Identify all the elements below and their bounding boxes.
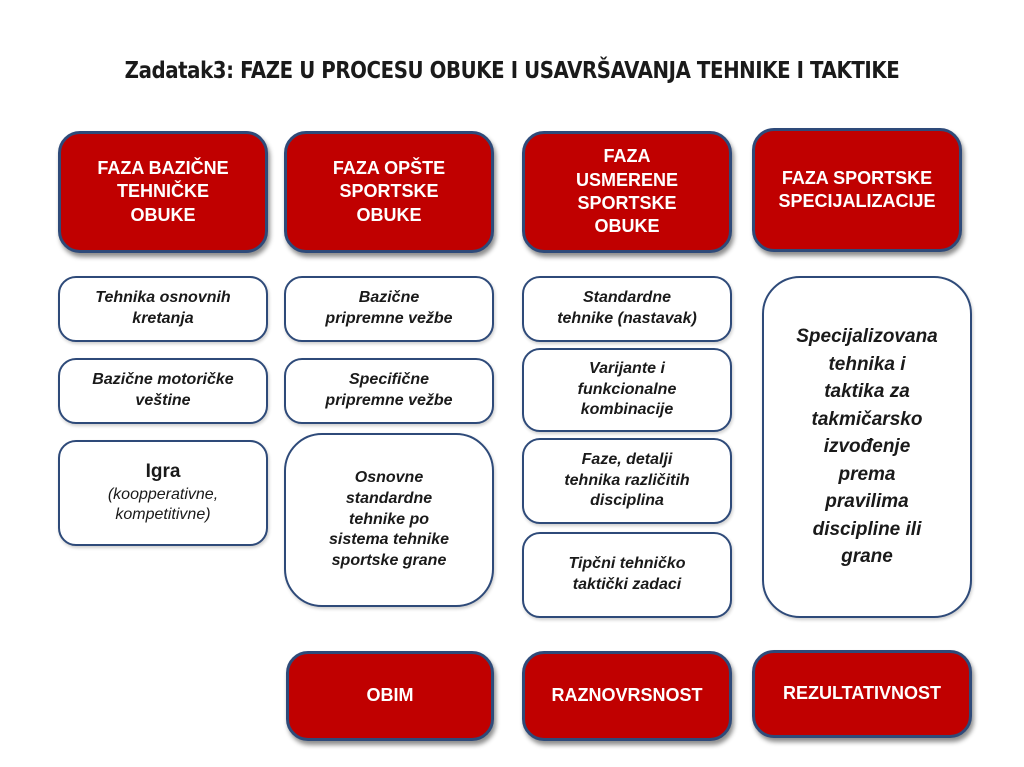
phase-3-item-2: Varijante i funkcionalne kombinacije [522, 348, 732, 432]
phase-2-item-2: Specifične pripremne vežbe [284, 358, 494, 424]
phase-1-header: FAZA BAZIČNE TEHNIČKE OBUKE [58, 131, 268, 253]
phase-3-header: FAZA USMERENE SPORTSKE OBUKE [522, 131, 732, 253]
phase-2-item-1: Bazične pripremne vežbe [284, 276, 494, 342]
phase-4-footer: REZULTATIVNOST [752, 650, 972, 738]
phase-3-item-1: Standardne tehnike (nastavak) [522, 276, 732, 342]
page-title: Zadatak3: FAZE U PROCESU OBUKE I USAVRŠAVANJA TEHNIKE I TAKTIKE [124, 58, 900, 84]
phase-3-footer: RAZNOVRSNOST [522, 651, 732, 741]
phase-1-item-2: Bazične motoričke veštine [58, 358, 268, 424]
phase-2-footer: OBIM [286, 651, 494, 741]
phase-3-item-3: Faze, detalji tehnika različitih disciplina [522, 438, 732, 524]
phase-1-game [58, 440, 268, 546]
phase-4-header: FAZA SPORTSKE SPECIJALIZACIJE [752, 128, 962, 252]
phase-2-header: FAZA OPŠTE SPORTSKE OBUKE [284, 131, 494, 253]
game-detail: (koopperativne, kompetitivne) [107, 485, 219, 524]
game-title: Igra [145, 460, 181, 482]
phase-2-item-3: Osnovne standardne tehnike po sistema tehnike sportske grane [284, 433, 494, 607]
phase-3-item-4: Tipčni tehničko taktički zadaci [522, 532, 732, 618]
phase-4-item-1: Specijalizovana tehnika i taktika za takmičarsko izvođenje prema pravilima discipline ili grane [762, 276, 972, 618]
phase-1-item-1: Tehnika osnovnih kretanja [58, 276, 268, 342]
